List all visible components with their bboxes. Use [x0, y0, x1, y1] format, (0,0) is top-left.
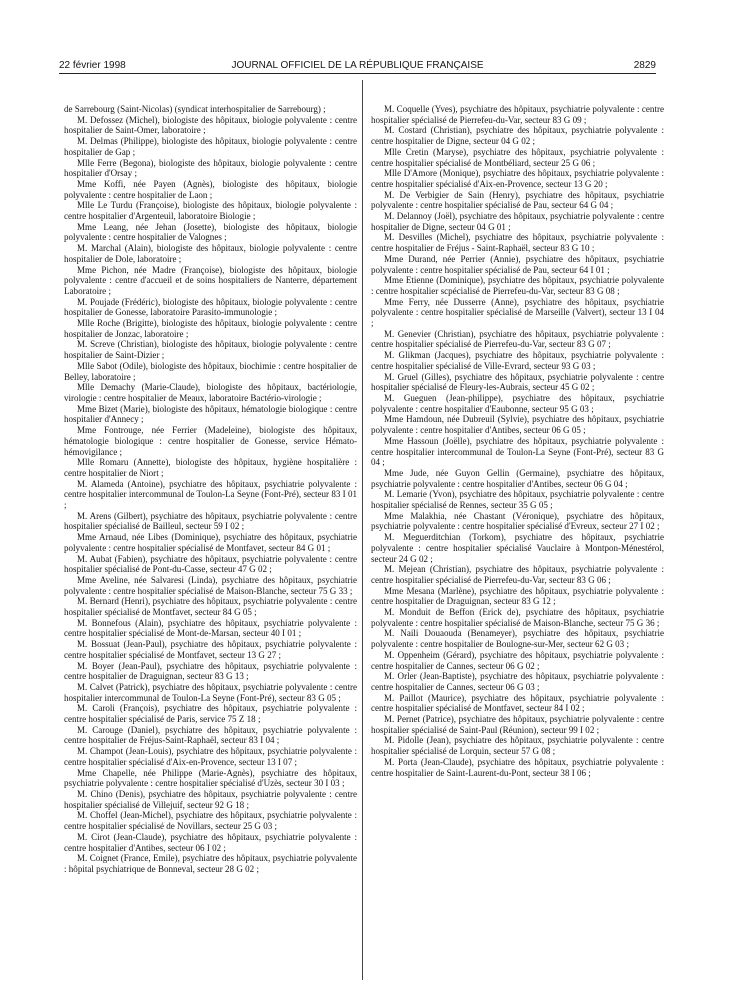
- appointment-entry: M. Poujade (Frédéric), biologiste des hôpitaux, biologie polyvalente : centre hospitalier de Gonesse, laboratoire Parasito-immunologie ;: [64, 296, 357, 318]
- appointment-entry: M. Caroli (François), psychiatre des hôpitaux, psychiatrie polyvalente : centre hospitalier spécialisé de Paris, service 75 Z 18 ;: [64, 703, 357, 725]
- appointment-entry: Mme Aveline, née Salvaresi (Linda), psychiatre des hôpitaux, psychiatrie polyvalente : centre hospitalier spécialisé de Maison-Blanche, secteur 75 G 33 ;: [64, 574, 357, 596]
- appointment-entry: M. Chino (Denis), psychiatre des hôpitaux, psychiatrie polyvalente : centre hospitalier spécialisé de Villejuif, secteur 92 G 18 ;: [64, 789, 357, 810]
- appointment-entry: M. Bernard (Henri), psychiatre des hôpitaux, psychiatrie polyvalente : centre hospitalier spécialisé de Montfavet, secteur 84 G 05 ;: [64, 596, 357, 618]
- appointment-entry: M. Gueguen (Jean-philippe), psychiatre des hôpitaux, psychiatrie polyvalente : centre hospitalier d'Eaubonne, secteur 95 G 03 ;: [371, 392, 664, 414]
- appointment-entry: M. Carouge (Daniel), psychiatre des hôpitaux, psychiatrie polyvalente : centre hospitalier de Fréjus-Saint-Raphaël, secteur 83 I 04 ;: [64, 724, 357, 746]
- appointment-entry: Mme Chapelle, née Philippe (Marie-Agnès), psychiatre des hôpitaux, psychiatrie polyvalente : centre hospitalier spécialisé d'Uzès, secteur 30 I 03 ;: [64, 767, 357, 789]
- appointment-entry: M. Aubat (Fabien), psychiatre des hôpitaux, psychiatrie polyvalente : centre hospitalier spécialisé de Pont-du-Casse, secteur 47 G 02 ;: [64, 553, 357, 575]
- appointment-entry: de Sarrebourg (Saint-Nicolas) (syndicat interhospitalier de Sarrebourg) ;: [64, 104, 326, 114]
- appointment-entry: M. De Verbigier de Sain (Henry), psychiatre des hôpitaux, psychiatrie polyvalente : centre hospitalier spécialisé de Pau, secteur 64 G 04 ;: [371, 189, 664, 211]
- appointment-entry: M. Meguerditchian (Torkom), psychiatre des hôpitaux, psychiatrie polyvalente : centre hospitalier spécialisé Vauclaire à Montpon-Ménestérol, secteur 24 G 02 ;: [371, 532, 664, 564]
- appointment-entry: Mme Fontrouge, née Ferrier (Madeleine), biologiste des hôpitaux, hématologie biologique : centre hospitalier de Gonesse, service Hémato-hémovigilance ;: [64, 425, 357, 457]
- appointment-entry: Mme Bizet (Marie), biologiste des hôpitaux, hématologie biologique : centre hospitalier d'Annecy ;: [64, 403, 357, 425]
- appointment-entry: M. Calvet (Patrick), psychiatre des hôpitaux, psychiatrie polyvalente : centre hospitalier intercommunal de Toulon-La Seyne (Font-Pré), secteur 83 G 05 ;: [64, 681, 357, 703]
- appointment-entry: M. Choffel (Jean-Michel), psychiatre des hôpitaux, psychiatrie polyvalente : centre hospitalier spécialisé de Novillars, secteur 25 G 03 ;: [64, 810, 357, 832]
- appointment-entry: M. Arens (Gilbert), psychiatre des hôpitaux, psychiatrie polyvalente : centre hospitalier spécialisé de Bailleul, secteur 59 I 02 ;: [64, 510, 357, 532]
- appointment-entry: M. Boyer (Jean-Paul), psychiatre des hôpitaux, psychiatrie polyvalente : centre hospitalier de Draguignan, secteur 83 G 13 ;: [64, 660, 357, 682]
- appointment-entry: M. Monduit de Beffon (Erick de), psychiatre des hôpitaux, psychiatrie polyvalente : centre hospitalier spécialisé de Maison-Blanche, secteur 75 G 36 ;: [371, 607, 664, 628]
- appointment-entry: Mlle D'Amore (Monique), psychiatre des hôpitaux, psychiatrie polyvalente : centre hospitalier spécialisé d'Aix-en-Provence, secteur 13 G 20 ;: [371, 168, 664, 189]
- appointment-entry: M. Marchal (Alain), biologiste des hôpitaux, biologie polyvalente : centre hospitalier de Dole, laboratoire ;: [64, 243, 357, 264]
- appointment-entry: M. Costard (Christian), psychiatre des hôpitaux, psychiatrie polyvalente : centre hospitalier de Digne, secteur 04 G 02 ;: [371, 125, 664, 147]
- appointment-entry: M. Cirot (Jean-Claude), psychiatre des hôpitaux, psychiatrie polyvalente : centre hospitalier d'Antibes, secteur 06 I 02 ;: [64, 831, 357, 853]
- appointment-entry: Mlle Cretin (Maryse), psychiatre des hôpitaux, psychiatrie polyvalente : centre hospitalier spécialisé de Montbéliard, secteur 25 G 06 ;: [371, 146, 664, 168]
- header-rule: [59, 73, 656, 74]
- appointment-entry: M. Champot (Jean-Louis), psychiatre des hôpitaux, psychiatrie polyvalente : centre hospitalier spécialisé d'Aix-en-Provence, secteur 13 I 07 ;: [64, 746, 357, 767]
- appointment-entry: Mme Koffi, née Payen (Agnès), biologiste des hôpitaux, biologie polyvalente : centre hospitalier de Laon ;: [64, 178, 357, 200]
- appointment-entry: M. Pernet (Patrice), psychiatre des hôpitaux, psychiatrie polyvalente : centre hospitalier spécialisé de Saint-Paul (Réunion), secteur 99 I 02 ;: [371, 714, 664, 735]
- page-header: [59, 59, 656, 73]
- appointment-entry: Mme Durand, née Perrier (Annie), psychiatre des hôpitaux, psychiatrie polyvalente : centre hospitalier spécialisé de Pau, secteur 64 I 01 ;: [371, 253, 664, 275]
- appointment-entry: Mme Hassoun (Joëlle), psychiatre des hôpitaux, psychiatrie polyvalente : centre hospitalier intercommunal de Toulon-La Seyne (Font-Pré), secteur 83 G 04 ;: [371, 435, 664, 468]
- page-number: 2829: [633, 60, 656, 71]
- appointment-entry: Mlle Demachy (Marie-Claude), biologiste des hôpitaux, bactériologie, virologie : centre hospitalier de Meaux, laboratoire Bactério-virologie ;: [64, 382, 357, 403]
- appointment-entry: M. Oppenheim (Gérard), psychiatre des hôpitaux, psychiatrie polyvalente : centre hospitalier de Cannes, secteur 06 G 02 ;: [371, 649, 664, 671]
- appointment-entry: Mme Mesana (Marlène), psychiatre des hôpitaux, psychiatrie polyvalente : centre hospitalier de Draguignan, secteur 83 G 12 ;: [371, 585, 664, 607]
- left-column: [64, 104, 357, 984]
- column-separator: [362, 80, 363, 980]
- appointment-entry: M. Delannoy (Joël), psychiatre des hôpitaux, psychiatrie polyvalente : centre hospitalier de Digne, secteur 04 G 01 ;: [371, 211, 664, 232]
- appointment-entry: Mlle Roche (Brigitte), biologiste des hôpitaux, biologie polyvalente : centre hospitalier de Jonzac, laboratoire ;: [64, 318, 357, 339]
- journal-title: JOURNAL OFFICIEL DE LA RÉPUBLIQUE FRANÇAISE: [231, 60, 484, 71]
- appointment-entry: Mme Pichon, née Madre (Françoise), biologiste des hôpitaux, biologie polyvalente : centre d'accueil et de soins hospitaliers de Nanterre, département Laboratoire ;: [64, 264, 357, 296]
- appointment-entry: M. Lemarie (Yvon), psychiatre des hôpitaux, psychiatrie polyvalente : centre hospitalier spécialisé de Rennes, secteur 35 G 05 ;: [371, 489, 664, 511]
- appointment-entry: M. Paillot (Maurice), psychiatre des hôpitaux, psychiatrie polyvalente : centre hospitalier spécialisé de Montfavet, secteur 84 I 02 ;: [371, 692, 664, 714]
- appointment-entry: M. Coignet (France, Emile), psychiatre des hôpitaux, psychiatrie polyvalente : hôpital psychiatrique de Bonneval, secteur 28 G 02 ;: [64, 853, 357, 874]
- appointment-entry: M. Defossez (Michel), biologiste des hôpitaux, biologie polyvalente : centre hospitalier de Saint-Omer, laboratoire ;: [64, 114, 357, 136]
- appointment-entry: M. Bossuat (Jean-Paul), psychiatre des hôpitaux, psychiatrie polyvalente : centre hospitalier spécialisé de Montfavet, secteur 13 G 27 ;: [64, 639, 357, 660]
- appointment-entry: Mlle Ferre (Begona), biologiste des hôpitaux, biologie polyvalente : centre hospitalier d'Orsay ;: [64, 157, 357, 179]
- appointment-entry: Mme Malakhia, née Chastant (Véronique), psychiatre des hôpitaux, psychiatrie polyvalente : centre hospitalier spécialisé d'Evreux, secteur 27 I 02 ;: [371, 510, 664, 532]
- appointment-entry: M. Orler (Jean-Baptiste), psychiatre des hôpitaux, psychiatrie polyvalente : centre hospitalier de Cannes, secteur 06 G 03 ;: [371, 671, 664, 692]
- appointment-entry: M. Coquelle (Yves), psychiatre des hôpitaux, psychiatrie polyvalente : centre hospitalier spécialisé de Pierrefeu-du-Var, secteur 83 G 09 ;: [371, 104, 664, 125]
- appointment-entry: M. Desvilles (Michel), psychiatre des hôpitaux, psychiatrie polyvalente : centre hospitalier de Fréjus - Saint-Raphaël, secteur 83 G 10 ;: [371, 232, 664, 254]
- appointment-entry: Mme Hamdoun, née Dubreuil (Sylvie), psychiatre des hôpitaux, psychiatrie polyvalente : centre hospitalier d'Antibes, secteur 06 G 05 ;: [371, 414, 664, 436]
- appointment-entry: Mme Etienne (Dominique), psychiatre des hôpitaux, psychiatrie polyvalente : centre hospitalier scpécialisé de Pierrefeu-du-Var, secteur 83 G 08 ;: [371, 275, 664, 296]
- appointment-entry: M. Delmas (Philippe), biologiste des hôpitaux, biologie polyvalente : centre hospitalier de Gap ;: [64, 136, 357, 157]
- appointment-entry: Mme Arnaud, née Libes (Dominique), psychiatre des hôpitaux, psychiatrie polyvalente : centre hospitalier spécialisé de Montfavet, secteur 84 G 01 ;: [64, 532, 357, 553]
- appointment-entry: M. Porta (Jean-Claude), psychiatre des hôpitaux, psychiatrie polyvalente : centre hospitalier de Saint-Laurent-du-Pont, secteur 38 I 06 ;: [371, 756, 664, 778]
- appointment-entry: M. Genevier (Christian), psychiatre des hôpitaux, psychiatrie polyvalente : centre hospitalier spécialisé de Pierrefeu-du-Var, secteur 83 G 07 ;: [371, 328, 664, 350]
- appointment-entry: Mlle Le Turdu (Françoise), biologiste des hôpitaux, biologie polyvalente : centre hospitalier d'Argenteuil, laboratoire Biologie ;: [64, 200, 357, 222]
- appointment-entry: Mme Jude, née Guyon Gellin (Germaine), psychiatre des hôpitaux, psychiatrie polyvalente : centre hospitalier d'Antibes, secteur 06 G 04 ;: [371, 467, 664, 489]
- appointment-entry: Mlle Romaru (Annette), biologiste des hôpitaux, hygiène hospitalière : centre hospitalier de Niort ;: [64, 457, 357, 478]
- publication-date: 22 février 1998: [59, 60, 126, 71]
- appointment-entry: Mlle Sabot (Odile), biologiste des hôpitaux, biochimie : centre hospitalier de Belley, laboratoire ;: [64, 360, 357, 382]
- appointment-entry: M. Glikman (Jacques), psychiatre des hôpitaux, psychiatrie polyvalente : centre hospitalier spécialisé de Ville-Evrard, secteur 93 G 03 ;: [371, 350, 664, 371]
- appointment-entry: M. Pidolle (Jean), psychiatre des hôpitaux, psychiatrie polyvalente : centre hospitalier spécialisé de Lorquin, secteur 57 G 08 ;: [371, 735, 664, 757]
- appointment-entry: Mme Leang, née Jehan (Josette), biologiste des hôpitaux, biologie polyvalente : centre hospitalier de Valognes ;: [64, 221, 357, 243]
- appointment-entry: M. Screve (Christian), biologiste des hôpitaux, biologie polyvalente : centre hospitalier de Saint-Dizier ;: [64, 339, 357, 361]
- appointment-entry: M. Naili Douaouda (Benameyer), psychiatre des hôpitaux, psychiatrie polyvalente : centre hospitalier de Boulogne-sur-Mer, secteur 62 G 03 ;: [371, 628, 664, 650]
- appointment-entry: M. Alameda (Antoine), psychiatre des hôpitaux, psychiatrie polyvalente : centre hospitalier intercommunal de Toulon-La Seyne (Font-Pré), secteur 83 I 01 ;: [64, 478, 357, 511]
- appointment-entry: Mme Ferry, née Dusserre (Anne), psychiatre des hôpitaux, psychiatrie polyvalente : centre hospitalier spécialisé de Marseille (Valvert), secteur 13 I 04 ;: [371, 296, 664, 329]
- appointment-entry: M. Bonnefous (Alain), psychiatre des hôpitaux, psychiatrie polyvalente : centre hospitalier spécialisé de Mont-de-Marsan, secteur 40 I 01 ;: [64, 617, 357, 639]
- appointment-entry: M. Mejean (Christian), psychiatre des hôpitaux, psychiatrie polyvalente : centre hospitalier spécialisé de Pierrefeu-du-Var, secteur 83 G 06 ;: [371, 564, 664, 585]
- right-column: [371, 104, 664, 984]
- appointment-entry: M. Gruel (Gilles), psychiatre des hôpitaux, psychiatrie polyvalente : centre hospitalier spécialisé de Fleury-les-Aubrais, secteur 45 G 02 ;: [371, 371, 664, 393]
